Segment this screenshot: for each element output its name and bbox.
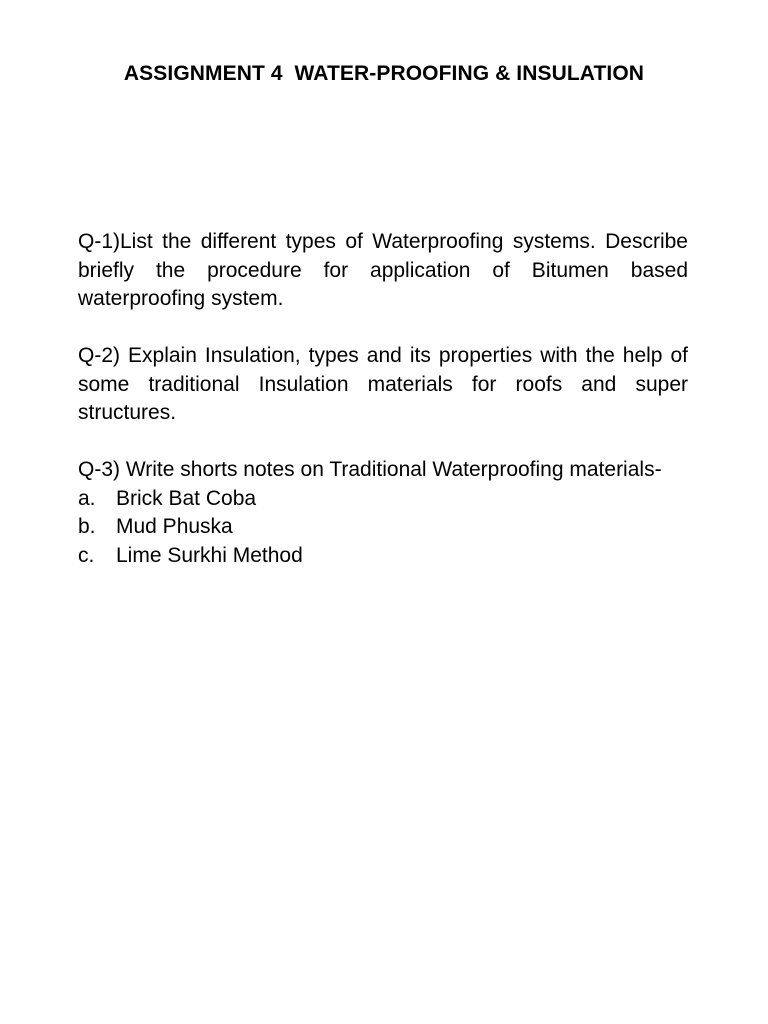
list-marker: a. xyxy=(78,486,96,510)
list-marker: b. xyxy=(78,515,96,538)
list-item xyxy=(78,485,688,514)
list-item-label: Brick Bat Coba xyxy=(116,486,257,510)
list-marker: c. xyxy=(78,543,95,567)
question-list xyxy=(78,228,688,570)
page-title: ASSIGNMENT 4 WATER-PROOFING & INSULATION xyxy=(123,62,645,85)
question-1: Q-1)List the different types of Waterproofing systems. Describe briefly the procedure for application of Bitumen based waterproofing system. xyxy=(78,230,688,310)
question-2: Q-2) Explain Insulation, types and its properties with the help of some traditional Insulation materials for roofs and super structures. xyxy=(78,344,688,424)
list-item-label: Lime Surkhi Method xyxy=(116,543,303,567)
list-item xyxy=(78,513,688,542)
list-item xyxy=(78,542,688,571)
question-3: Q-3) Write shorts notes on Traditional Waterproofing materials- xyxy=(78,458,662,481)
list-item-label: Mud Phuska xyxy=(116,515,233,538)
question-3-items xyxy=(78,485,688,571)
